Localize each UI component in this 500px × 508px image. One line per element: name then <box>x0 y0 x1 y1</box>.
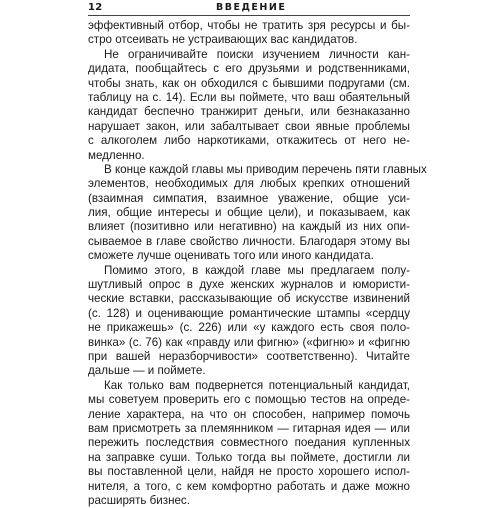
text-line: на заправке суши. Только тогда вы поймете, достигли ли <box>88 450 410 464</box>
text-line: Не ограничивайте поиски изучением личности кан- <box>104 47 410 61</box>
text-line: Помимо этого, в каждой главе мы предлагаем полу- <box>104 263 410 277</box>
text-line: ческие вставки, рассказывающие об искусстве извинений <box>88 292 410 306</box>
paragraph <box>88 379 410 508</box>
paragraph <box>88 48 410 163</box>
paragraph <box>88 162 427 264</box>
text-line: дидата, пообщайтесь с его друзьями и родственниками, <box>88 62 410 76</box>
text-line: сываемое в главе свойство личности. Благодаря этому вы <box>88 234 410 248</box>
text-line: (с. 128) и оценивающие романтические штампы «сердцу <box>88 306 410 320</box>
paragraph <box>88 264 410 379</box>
text-line: расширять бизнес. <box>88 493 190 507</box>
text-line: В конце каждой главы мы приводим перечень пяти главных <box>104 162 427 176</box>
section-title: ВВЕДЕНИЕ <box>216 2 287 13</box>
running-head <box>88 2 410 16</box>
text-line: Как только вам подвернется потенциальный кандидат, <box>104 378 410 392</box>
text-line: чтобы знать, как он обходился с бывшими подругами (см. <box>88 76 410 90</box>
text-line: (взаимная симпатия, взаимное уважение, общие уси- <box>88 191 410 205</box>
text-line: ление характера, на что он способен, например помочь <box>88 407 410 421</box>
text-line: не прикажешь» (с. 226) или «у каждого есть своя поло- <box>88 321 410 335</box>
text-line: кандидат беспечно транжирит деньги, или безнаказанно <box>88 105 410 119</box>
text-line: с алкоголем либо наркотиками, откажитесь от него не- <box>88 134 410 148</box>
text-line: медленно. <box>88 148 145 162</box>
text-line: влияет (позитивно или негативно) на каждый из них опи- <box>88 220 410 234</box>
text-line: нителя, а того, с кем комфортно работать и даже можно <box>88 479 410 493</box>
text-line: таблицу на с. 14). Если вы поймете, что ваш обаятельный <box>88 90 410 104</box>
text-line: нарушает закон, или забалтывает свои явные проблемы <box>88 119 410 133</box>
page-number: 12 <box>88 2 103 13</box>
text-line: элементов, необходимых для любых крепких отношений <box>88 177 410 191</box>
header-rule <box>88 15 410 16</box>
text-line: вам присмотреть за племянником — гитарная идея — или <box>88 421 410 435</box>
text-line: вы поставленной цели, найдя не просто хорошего испол- <box>88 465 410 479</box>
text-line: шутливый опрос в духе женских журналов и юмористи- <box>88 278 410 292</box>
paragraph <box>88 19 410 48</box>
body-text <box>88 19 427 508</box>
text-line: винка» (с. 76) как «правду или фигню» («фигню» и «фигню <box>88 335 410 349</box>
text-line: эффективный отбор, чтобы не тратить зря ресурсы и бы- <box>88 19 410 32</box>
text-line: дальше — и поймете. <box>88 364 206 378</box>
text-line: при вашей неразборчивости» соответственно). Читайте <box>88 349 410 363</box>
text-line: пережить последствия совместного поедания купленных <box>88 436 410 450</box>
text-line: мы советуем проверить его с помощью тестов на опреде- <box>88 393 410 407</box>
text-line: стро отсеивать не устраивающих вас кандидатов. <box>88 33 358 47</box>
text-line: сможете лучше оценивать того или иного кандидата. <box>88 249 374 263</box>
text-line: лия, общие интересы и общие цели), и показываем, как <box>88 206 410 220</box>
